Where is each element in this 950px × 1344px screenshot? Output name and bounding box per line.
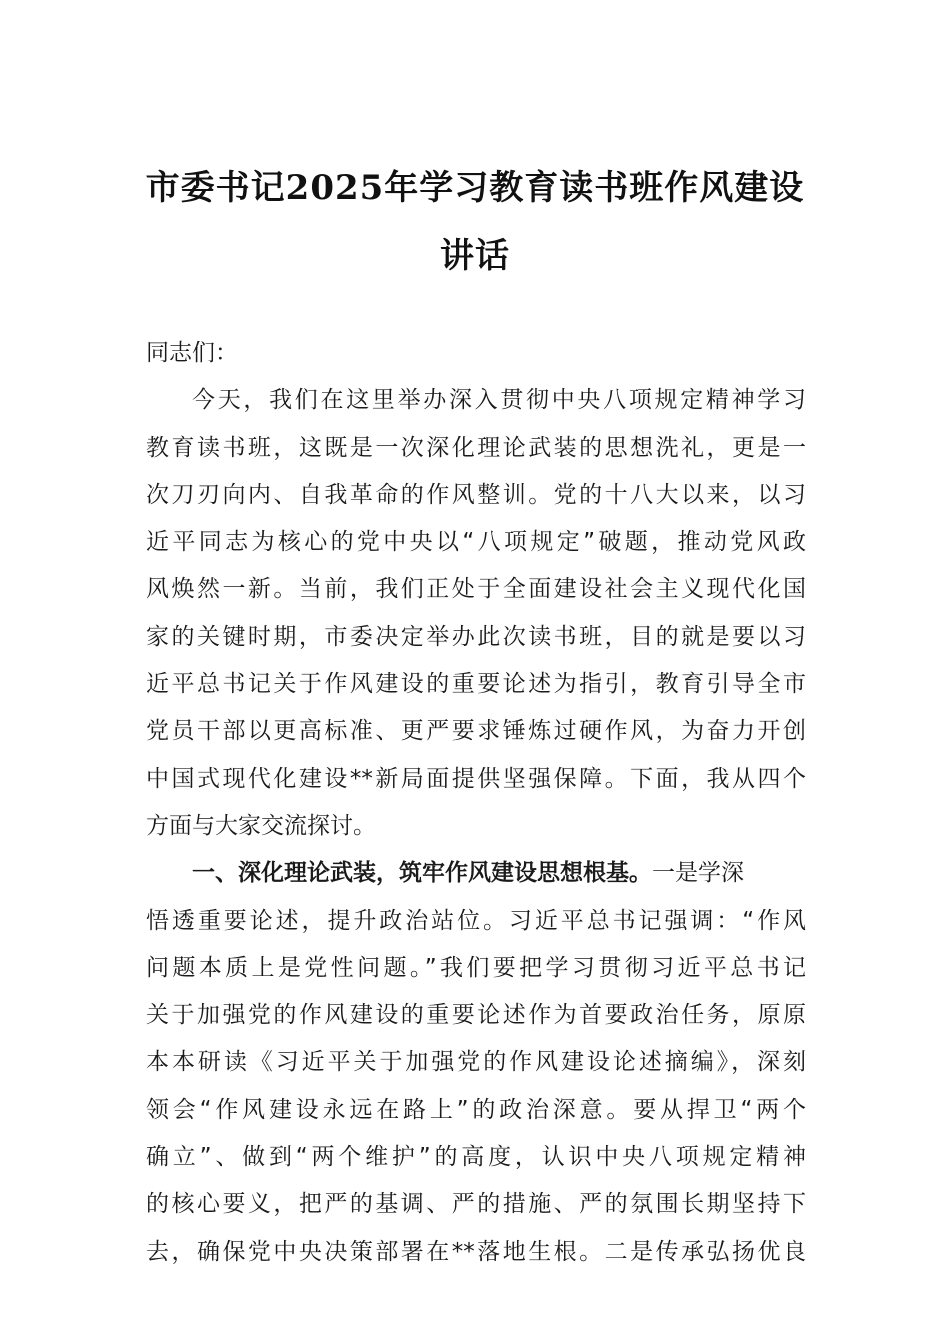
paragraph-line: 悟透重要论述，提升政治站位。习近平总书记强调：“作风 [146, 907, 806, 934]
section-heading: 一、深化理论武装，筑牢作风建设思想根基。 [192, 860, 652, 887]
section-heading-rest: 一是学深 [652, 860, 744, 887]
paragraph-line: 关于加强党的作风建设的重要论述作为首要政治任务，原原 [146, 1002, 806, 1029]
paragraph-line: 领会“作风建设永远在路上”的政治深意。要从捍卫“两个 [146, 1096, 806, 1123]
paragraph-line: 去，确保党中央决策部署在**落地生根。二是传承弘扬优良 [146, 1238, 806, 1265]
paragraph-line: 次刀刃向内、自我革命的作风整训。党的十八大以来，以习 [146, 481, 806, 508]
document-body [146, 330, 806, 1276]
paragraph-line: 家的关键时期，市委决定举办此次读书班，目的就是要以习 [146, 623, 806, 650]
paragraph-line: 的核心要义，把严的基调、严的措施、严的氛围长期坚持下 [146, 1191, 806, 1218]
paragraph-line: 本本研读《习近平关于加强党的作风建设论述摘编》，深刻 [146, 1049, 806, 1076]
paragraph-line: 确立”、做到“两个维护”的高度，认识中央八项规定精神 [146, 1144, 806, 1171]
paragraph-line: 党员干部以更高标准、更严要求锤炼过硬作风，为奋力开创 [146, 718, 806, 745]
paragraph-line: 中国式现代化建设**新局面提供坚强保障。下面，我从四个 [146, 765, 806, 792]
paragraph-line: 教育读书班，这既是一次深化理论武装的思想洗礼，更是一 [146, 434, 806, 461]
paragraph-line: 近平同志为核心的党中央以“八项规定”破题，推动党风政 [146, 529, 806, 556]
document-title-line-1: 市委书记2025年学习教育读书班作风建设 [145, 168, 805, 208]
paragraph-line: 风焕然一新。当前，我们正处于全面建设社会主义现代化国 [146, 576, 806, 603]
document-title-line-2: 讲话 [440, 236, 510, 276]
paragraph-line: 方面与大家交流探讨。 [146, 812, 376, 839]
paragraph-line: 近平总书记关于作风建设的重要论述为指引，教育引导全市 [146, 671, 806, 698]
paragraph-line: 今天，我们在这里举办深入贯彻中央八项规定精神学习 [192, 387, 806, 414]
section-heading-line [146, 850, 806, 897]
paragraph-line: 问题本质上是党性问题。”我们要把学习贯彻习近平总书记 [146, 954, 806, 981]
salutation: 同志们： [146, 340, 238, 366]
